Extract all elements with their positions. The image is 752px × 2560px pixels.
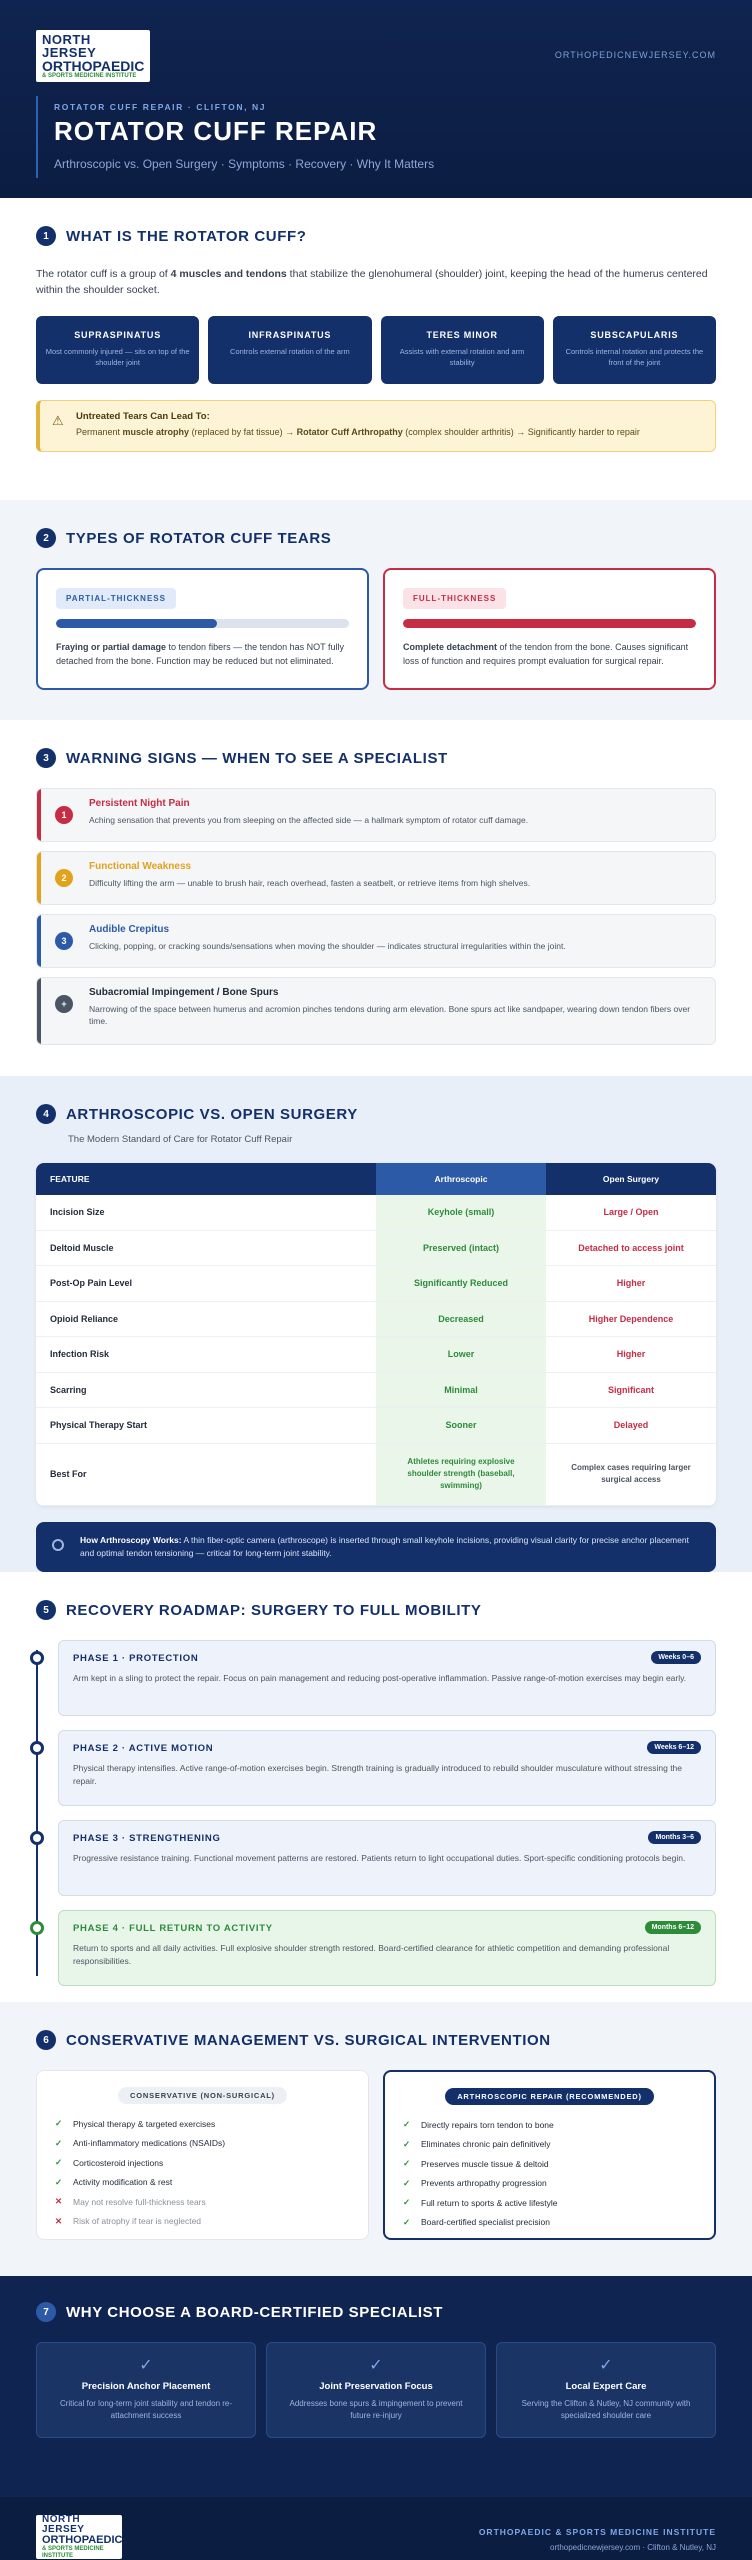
specialist-card bbox=[266, 2342, 486, 2438]
muscle-card bbox=[36, 316, 199, 384]
list-item-text: Preserves muscle tissue & deltoid bbox=[421, 2158, 549, 2169]
section-number: 1 bbox=[36, 226, 56, 246]
muscle-name: INFRASPINATUS bbox=[248, 330, 332, 340]
muscle-card bbox=[381, 316, 544, 384]
hero-eyebrow: ROTATOR CUFF REPAIR · CLIFTON, NJ bbox=[54, 102, 267, 112]
logo-line-1: NORTH JERSEY bbox=[42, 31, 97, 60]
list-item-text: Corticosteroid injections bbox=[73, 2157, 164, 2168]
list-item-text: Directly repairs torn tendon to bone bbox=[421, 2119, 554, 2130]
footer-contact-line[interactable]: orthopedicnewjersey.com · Clifton & Nutley, NJ bbox=[550, 2543, 716, 2552]
arthroscopic-column bbox=[383, 2070, 716, 2240]
feature-cell: Incision Size bbox=[36, 1195, 376, 1231]
partial-tear-card bbox=[36, 568, 369, 690]
section-title: WHAT IS THE ROTATOR CUFF? bbox=[66, 227, 307, 245]
warning-text: Permanent muscle atrophy (replaced by fat tissue) → Rotator Cuff Arthropathy (complex shoulder arthritis) → Significantly harder to repair bbox=[76, 427, 640, 437]
col-header-open: Open Surgery bbox=[546, 1163, 716, 1195]
list-item-text: Anti-inflammatory medications (NSAIDs) bbox=[73, 2138, 226, 2149]
timeline-dot bbox=[30, 1741, 44, 1755]
phase-description: Arm kept in a sling to protect the repair. Focus on pain management and reducing post-operative inflammation. Passive range-of-motion exercises may begin early. bbox=[73, 1673, 687, 1683]
feature-cell: Deltoid Muscle bbox=[36, 1231, 376, 1267]
card-description: Addresses bone spurs & impingement to prevent future re-injury bbox=[289, 2399, 463, 2420]
timeline-dot bbox=[30, 1831, 44, 1845]
muscle-card bbox=[208, 316, 371, 384]
recovery-phase-card bbox=[58, 1730, 716, 1806]
comparison-table bbox=[36, 1163, 716, 1506]
open-surgery-cell: Complex cases requiring larger surgical access bbox=[546, 1444, 716, 1506]
arthroscopic-cell: Sooner bbox=[376, 1408, 546, 1444]
list-item-text: May not resolve full-thickness tears bbox=[73, 2196, 206, 2207]
list-item bbox=[403, 2213, 696, 2233]
sign-description: Aching sensation that prevents you from sleeping on the affected side — a hallmark symptom of rotator cuff damage. bbox=[89, 815, 529, 825]
table-row bbox=[36, 1195, 716, 1231]
check-icon: ✓ bbox=[403, 2158, 411, 2169]
list-item-text: Activity modification & rest bbox=[73, 2177, 173, 2188]
intro-paragraph: The rotator cuff is a group of 4 muscles and tendons that stabilize the glenohumeral (shoulder) joint, keeping the head of the humerus centered within the shoulder socket. bbox=[36, 268, 708, 296]
table-row bbox=[36, 1266, 716, 1302]
list-item bbox=[403, 2115, 696, 2135]
recovery-phase-card bbox=[58, 1820, 716, 1896]
feature-cell: Opioid Reliance bbox=[36, 1302, 376, 1338]
phase-title: PHASE 3 · STRENGTHENING bbox=[73, 1833, 221, 1844]
list-item bbox=[55, 2114, 350, 2134]
warning-sign-card bbox=[36, 851, 716, 905]
full-tear-card bbox=[383, 568, 716, 690]
phase-duration-badge: Weeks 0–6 bbox=[651, 1651, 701, 1664]
section-number: 7 bbox=[36, 2302, 56, 2322]
phase-duration-badge: Months 3–6 bbox=[648, 1831, 701, 1844]
cross-icon: ✕ bbox=[55, 2215, 63, 2226]
list-item-text: Physical therapy & targeted exercises bbox=[73, 2118, 216, 2129]
card-description: Critical for long-term joint stability and tendon re-attachment success bbox=[59, 2399, 233, 2420]
recovery-timeline bbox=[36, 1640, 716, 1986]
section-number: 3 bbox=[36, 748, 56, 768]
specialist-card bbox=[496, 2342, 716, 2438]
timeline-dot bbox=[30, 1921, 44, 1935]
list-item bbox=[403, 2154, 696, 2174]
full-severity-bar bbox=[403, 619, 696, 628]
feature-cell: Physical Therapy Start bbox=[36, 1408, 376, 1444]
sign-title: Audible Crepitus bbox=[89, 924, 170, 935]
section-number: 5 bbox=[36, 1600, 56, 1620]
phase-title: PHASE 4 · FULL RETURN TO ACTIVITY bbox=[73, 1923, 273, 1934]
logo[interactable] bbox=[36, 30, 150, 82]
warning-sign-card bbox=[36, 788, 716, 842]
partial-tag: PARTIAL-THICKNESS bbox=[56, 588, 176, 609]
sign-accent-stripe bbox=[37, 978, 41, 1044]
col-header-arthroscopic: Arthroscopic bbox=[376, 1163, 546, 1195]
list-item bbox=[403, 2193, 696, 2213]
sign-title: Persistent Night Pain bbox=[89, 798, 190, 809]
specialist-card bbox=[36, 2342, 256, 2438]
arthroscopic-cell: Preserved (intact) bbox=[376, 1231, 546, 1267]
table-row bbox=[36, 1373, 716, 1409]
list-item bbox=[55, 2134, 350, 2154]
warning-sign-card bbox=[36, 977, 716, 1045]
section-tear-types bbox=[0, 500, 752, 720]
list-item bbox=[403, 2135, 696, 2155]
conservative-column bbox=[36, 2070, 369, 2240]
phase-duration-badge: Months 6–12 bbox=[645, 1921, 701, 1934]
muscle-description: Most commonly injured — sits on top of the shoulder joint bbox=[45, 347, 190, 367]
cross-icon: ✕ bbox=[55, 2196, 63, 2207]
partial-severity-bar bbox=[56, 619, 349, 628]
sign-title: Subacromial Impingement / Bone Spurs bbox=[89, 987, 279, 998]
phase-duration-badge: Weeks 6–12 bbox=[647, 1741, 701, 1754]
open-surgery-cell: Detached to access joint bbox=[546, 1231, 716, 1267]
check-icon: ✓ bbox=[403, 2197, 411, 2208]
sign-accent-stripe bbox=[37, 852, 41, 904]
card-title: Local Expert Care bbox=[565, 2381, 647, 2392]
open-surgery-cell: Higher Dependence bbox=[546, 1302, 716, 1338]
section-surgery-comparison bbox=[0, 1076, 752, 1572]
open-surgery-cell: Higher bbox=[546, 1266, 716, 1302]
logo-line-2: ORTHOPAEDIC bbox=[42, 57, 145, 74]
section-warning-signs bbox=[0, 720, 752, 1076]
muscle-cards bbox=[36, 316, 716, 384]
list-item bbox=[55, 2192, 350, 2212]
sign-number-badge: 2 bbox=[55, 869, 73, 887]
check-icon: ✓ bbox=[403, 2216, 411, 2227]
check-icon: ✓ bbox=[55, 2176, 63, 2187]
open-surgery-cell: Significant bbox=[546, 1373, 716, 1409]
open-surgery-cell: Higher bbox=[546, 1337, 716, 1373]
section-conservative-vs-surgical bbox=[0, 2002, 752, 2276]
section-rotator-cuff bbox=[0, 198, 752, 500]
warning-triangle-icon: ⚠ bbox=[52, 413, 64, 428]
sign-number-badge: 3 bbox=[55, 932, 73, 950]
muscle-card bbox=[553, 316, 716, 384]
footer bbox=[0, 2497, 752, 2560]
arthroscopic-cell: Minimal bbox=[376, 1373, 546, 1409]
conservative-tag: CONSERVATIVE (NON-SURGICAL) bbox=[118, 2087, 287, 2104]
muscle-description: Controls internal rotation and protects the front of the joint bbox=[565, 347, 704, 367]
muscle-description: Assists with external rotation and arm stability bbox=[399, 347, 525, 367]
footer-name: ORTHOPAEDIC & SPORTS MEDICINE INSTITUTE bbox=[478, 2527, 716, 2537]
card-title: Joint Preservation Focus bbox=[319, 2381, 433, 2392]
list-item bbox=[403, 2174, 696, 2194]
muscle-description: Controls external rotation of the arm bbox=[230, 347, 350, 356]
open-surgery-cell: Delayed bbox=[546, 1408, 716, 1444]
check-icon: ✓ bbox=[403, 2177, 411, 2188]
list-item-text: Eliminates chronic pain definitively bbox=[421, 2139, 551, 2150]
page-title: ROTATOR CUFF REPAIR bbox=[54, 116, 378, 146]
table-row bbox=[36, 1231, 716, 1267]
phase-description: Progressive resistance training. Functional movement patterns are restored. Patients return to light occupational duties. Sport-specific conditioning protocols begin. bbox=[73, 1853, 686, 1863]
card-description: Serving the Clifton & Nutley, NJ community with specialized shoulder care bbox=[521, 2399, 691, 2420]
partial-description: Fraying or partial damage to tendon fibers — the tendon has NOT fully detached from the bone. Function may be reduced but not eliminated. bbox=[56, 642, 344, 666]
phase-title: PHASE 2 · ACTIVE MOTION bbox=[73, 1743, 214, 1754]
timeline-dot bbox=[30, 1651, 44, 1665]
feature-cell: Infection Risk bbox=[36, 1337, 376, 1373]
sign-number-badge: + bbox=[55, 995, 73, 1013]
section-title: RECOVERY ROADMAP: SURGERY TO FULL MOBILITY bbox=[66, 1601, 482, 1619]
check-icon: ✓ bbox=[403, 2119, 411, 2130]
arthroscopic-tag: ARTHROSCOPIC REPAIR (RECOMMENDED) bbox=[445, 2088, 654, 2105]
section-title: ARTHROSCOPIC VS. OPEN SURGERY bbox=[66, 1105, 358, 1123]
feature-cell: Post-Op Pain Level bbox=[36, 1266, 376, 1302]
section-title: TYPES OF ROTATOR CUFF TEARS bbox=[66, 529, 332, 547]
table-row bbox=[36, 1302, 716, 1338]
table-row bbox=[36, 1337, 716, 1373]
check-icon: ✓ bbox=[55, 2118, 63, 2129]
warning-title: Untreated Tears Can Lead To: bbox=[76, 411, 210, 422]
muscle-name: TERES MINOR bbox=[426, 330, 498, 340]
arthroscopic-cell: Decreased bbox=[376, 1302, 546, 1338]
section-title: WHY CHOOSE A BOARD-CERTIFIED SPECIALIST bbox=[66, 2303, 444, 2321]
arthroscopic-cell: Lower bbox=[376, 1337, 546, 1373]
feature-cell: Scarring bbox=[36, 1373, 376, 1409]
list-item-text: Prevents arthropathy progression bbox=[421, 2178, 547, 2189]
sign-number-badge: 1 bbox=[55, 806, 73, 824]
sign-description: Difficulty lifting the arm — unable to brush hair, reach overhead, fasten a seatbelt, or retrieve items from high shelves. bbox=[89, 878, 531, 888]
section-number: 6 bbox=[36, 2030, 56, 2050]
list-item bbox=[55, 2212, 350, 2232]
table-row bbox=[36, 1408, 716, 1444]
warning-sign-card bbox=[36, 914, 716, 968]
check-icon: ✓ bbox=[599, 2357, 613, 2374]
hero-header bbox=[0, 0, 752, 198]
muscle-name: SUPRASPINATUS bbox=[74, 330, 161, 340]
list-item bbox=[55, 2173, 350, 2193]
footer-logo[interactable]: NORTH JERSEY ORTHOPAEDIC & SPORTS MEDICINE INSTITUTE bbox=[36, 2515, 122, 2559]
section-why-specialist bbox=[0, 2276, 752, 2497]
muscle-name: SUBSCAPULARIS bbox=[590, 330, 679, 340]
card-title: Precision Anchor Placement bbox=[81, 2381, 211, 2392]
section-number: 2 bbox=[36, 528, 56, 548]
sign-description: Narrowing of the space between humerus and acromion pinches tendons during arm elevation. Bone spurs act like sandpaper, wearing down tendon fibers over time. bbox=[89, 1004, 691, 1026]
recovery-phase-card bbox=[58, 1640, 716, 1716]
open-surgery-cell: Large / Open bbox=[546, 1195, 716, 1231]
sign-accent-stripe bbox=[37, 789, 41, 841]
section-number: 4 bbox=[36, 1104, 56, 1124]
recovery-phase-card bbox=[58, 1910, 716, 1986]
check-icon: ✓ bbox=[55, 2157, 63, 2168]
check-icon: ✓ bbox=[55, 2137, 63, 2148]
check-icon: ✓ bbox=[369, 2357, 383, 2374]
arthroscopy-info-box: How Arthroscopy Works: A thin fiber-optic camera (arthroscope) is inserted through small keyhole incisions, providing visual clarity for precise anchor placement and optimal tendon tensioning — critical for long-term joint stability. bbox=[36, 1522, 716, 1572]
table-row bbox=[36, 1444, 716, 1506]
search-icon bbox=[52, 1539, 64, 1551]
arthroscopic-cell: Keyhole (small) bbox=[376, 1195, 546, 1231]
check-icon: ✓ bbox=[403, 2138, 411, 2149]
site-url-link[interactable]: ORTHOPEDICNEWJERSEY.COM bbox=[554, 50, 716, 60]
sign-description: Clicking, popping, or cracking sounds/sensations when moving the shoulder — indicates structural irregularities within the joint. bbox=[89, 941, 566, 951]
phase-description: Return to sports and all daily activities. Full explosive shoulder strength restored. Board-certified clearance for athletic competition and demanding professional responsibilities. bbox=[73, 1943, 670, 1966]
list-item-text: Board-certified specialist precision bbox=[421, 2217, 550, 2228]
full-description: Complete detachment of the tendon from the bone. Causes significant loss of function and requires prompt evaluation for surgical repair. bbox=[403, 642, 689, 666]
page-subtitle: Arthroscopic vs. Open Surgery · Symptoms · Recovery · Why It Matters bbox=[54, 157, 435, 171]
hero-accent-bar bbox=[36, 96, 38, 178]
sign-title: Functional Weakness bbox=[89, 861, 192, 872]
arthroscopic-cell: Athletes requiring explosive shoulder strength (baseball, swimming) bbox=[376, 1444, 546, 1506]
phase-description: Physical therapy intensifies. Active range-of-motion exercises begin. Strength training is gradually introduced to rebuild shoulder musculature without stressing the repair. bbox=[73, 1763, 683, 1786]
col-header-feature: FEATURE bbox=[36, 1163, 376, 1195]
full-tag: FULL-THICKNESS bbox=[403, 588, 506, 609]
list-item-text: Risk of atrophy if tear is neglected bbox=[73, 2216, 202, 2227]
list-item-text: Full return to sports & active lifestyle bbox=[421, 2197, 558, 2208]
section-title: WARNING SIGNS — WHEN TO SEE A SPECIALIST bbox=[66, 749, 448, 767]
check-icon: ✓ bbox=[139, 2357, 153, 2374]
list-item bbox=[55, 2153, 350, 2173]
feature-cell: Best For bbox=[36, 1444, 376, 1506]
logo-line-3: & SPORTS MEDICINE INSTITUTE bbox=[42, 72, 137, 79]
section-recovery-roadmap bbox=[0, 1572, 752, 2002]
warning-box bbox=[36, 400, 716, 452]
sign-accent-stripe bbox=[37, 915, 41, 967]
section-title: CONSERVATIVE MANAGEMENT VS. SURGICAL INTERVENTION bbox=[66, 2031, 551, 2049]
section-subtitle: The Modern Standard of Care for Rotator Cuff Repair bbox=[68, 1134, 293, 1145]
arthroscopic-cell: Significantly Reduced bbox=[376, 1266, 546, 1302]
phase-title: PHASE 1 · PROTECTION bbox=[73, 1653, 199, 1664]
